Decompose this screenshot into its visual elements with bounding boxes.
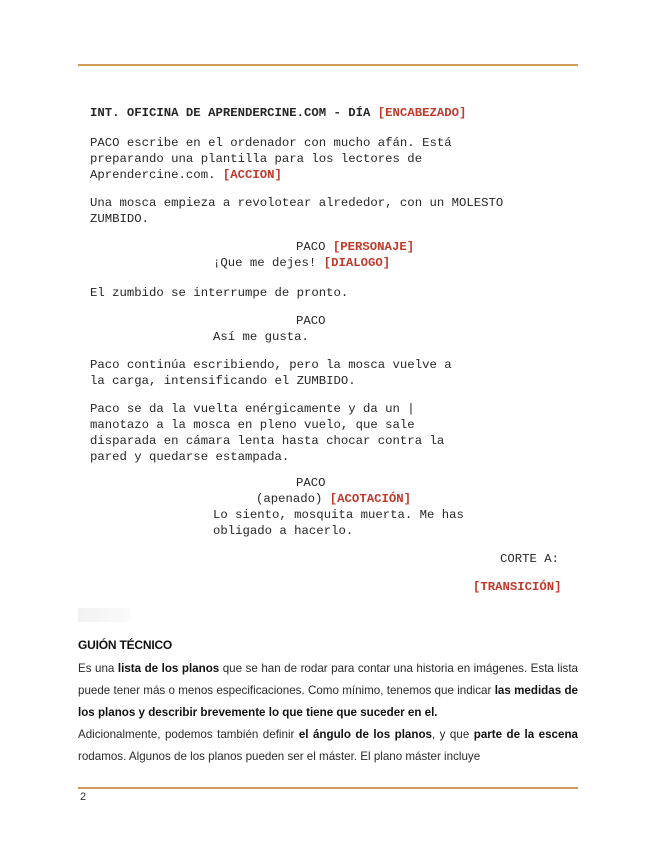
action-line: El zumbido se interrumpe de pronto. (90, 286, 349, 300)
dialogue-line (213, 256, 390, 272)
footer-rule (78, 787, 578, 789)
dialogue-line: Lo siento, mosquita muerta. Me has (213, 508, 464, 522)
paragraph-text: que se han de rodar para contar una historia en imágenes. Esta lista puede tener más o menos especificaciones. Como mínimo, tenemos que indicar (78, 662, 578, 697)
paragraph-bold: parte de la escena (473, 728, 578, 741)
action-line: preparando una plantilla para los lectores de (90, 152, 423, 166)
scene-heading (90, 106, 466, 122)
parenthetical (256, 492, 411, 508)
action-line: Paco se da la vuelta enérgicamente y da un | (90, 402, 415, 416)
action-line: manotazo a la mosca en pleno vuelo, que sale (90, 418, 415, 432)
action-line: pared y quedarse estampada. (90, 450, 290, 464)
character-tag: [PERSONAJE] (332, 240, 415, 254)
action-line: PACO escribe en el ordenador con mucho afán. Está (90, 136, 452, 150)
parenthetical-tag: [ACOTACIÓN] (329, 492, 411, 506)
dialogue-tag: [DIALOGO] (323, 256, 391, 270)
screenplay-sample-image (78, 96, 578, 626)
action-line (90, 168, 282, 184)
action-line: Una mosca empieza a revolotear alrededor, con un MOLESTO (90, 196, 504, 210)
paragraph-bold: lista de los planos (117, 662, 220, 675)
scene-heading-text: INT. OFICINA DE APRENDERCINE.COM - DÍA (90, 106, 378, 120)
action-text: Aprendercine.com. (90, 168, 223, 182)
character-name: PACO (296, 314, 326, 328)
image-edge-shading (78, 608, 130, 622)
paragraph-text: Es una (78, 662, 118, 675)
action-line: disparada en cámara lenta hasta chocar contra la (90, 434, 445, 448)
header-rule (78, 64, 578, 66)
transition-tag: [TRANSICIÓN] (473, 580, 562, 594)
section-title: GUIÓN TÉCNICO (78, 638, 173, 652)
action-line: Paco continúa escribiendo, pero la mosca vuelve a (90, 358, 452, 372)
action-line: ZUMBIDO. (90, 212, 150, 226)
action-tag: [ACCION] (222, 168, 282, 182)
character-name (296, 240, 414, 256)
heading-tag: [ENCABEZADO] (377, 106, 467, 120)
character-name-text: PACO (296, 240, 333, 254)
dialogue-line: Así me gusta. (213, 330, 309, 344)
paragraph-bold: las medidas de los planos y describir brevemente lo que tiene que suceder en el. (78, 684, 578, 719)
character-name: PACO (296, 476, 326, 490)
action-line: la carga, intensificando el ZUMBIDO. (90, 374, 356, 388)
parenthetical-text: (apenado) (256, 492, 330, 506)
body-paragraph (78, 658, 578, 724)
paragraph-text: , y que (431, 728, 474, 741)
paragraph-text: rodamos. Algunos de los planos pueden ser el máster. El plano máster incluye (78, 750, 481, 763)
page-number: 2 (80, 791, 87, 803)
dialogue-text: ¡Que me dejes! (213, 256, 324, 270)
paragraph-bold: el ángulo de los planos (298, 728, 432, 741)
body-paragraph (78, 724, 578, 768)
dialogue-line: obligado a hacerlo. (213, 524, 354, 538)
paragraph-text: Adicionalmente, podemos también definir (78, 728, 299, 741)
transition: CORTE A: (500, 552, 560, 566)
